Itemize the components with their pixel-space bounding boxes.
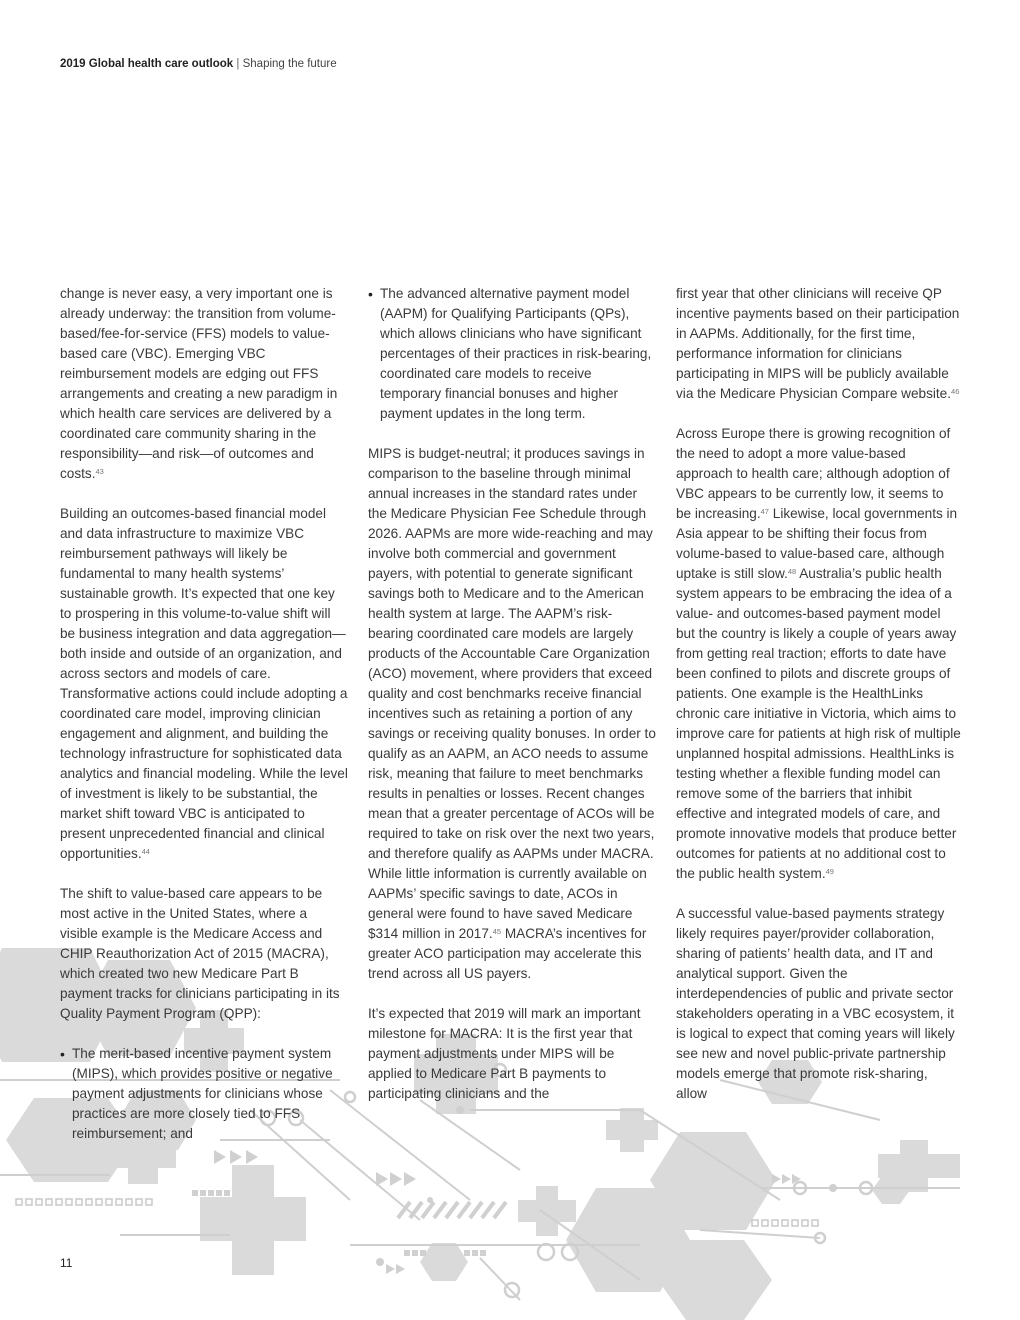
plus-shape: [200, 1165, 306, 1275]
text-column-3: [676, 284, 961, 1124]
bullet-list: [60, 1044, 348, 1144]
arrow-shape: [782, 1174, 791, 1184]
arrow-shape: [386, 1264, 395, 1274]
paragraph: Across Europe there is growing recognition of the need to adopt a more value-based approach to health care; although adoption of VBC appears to be currently low, it seems to be increasing.$^{47}$ Likewise, local governments in Asia appear to be shifting their focus from volume-based to value-based care, although uptake is still slow.$^{48}$ Australia’s public health system appears to be embracing the idea of a value- and outcomes-based payment model but the country is likely a couple of years away from getting real traction; efforts to date have been confined to pilots and discrete groups of patients. One example is the HealthLinks chronic care initiative in Victoria, which aims to improve care for patients at high risk of multiple unplanned hospital admissions. HealthLinks is testing whether a flexible funding model can remove some of the barriers that inhibit effective and integrated models of care, and promote innovative models that produce better outcomes for patients at no additional cost to the public health system.$^{49}$: [676, 426, 961, 881]
paragraph: It’s expected that 2019 will mark an important milestone for MACRA: It is the first year that payment adjustments under MIPS will be applied to Medicare Part B payments to participating clinicians and the: [368, 1006, 641, 1101]
text-column-1: [60, 284, 348, 1164]
footnote-ref: 46: [951, 387, 960, 396]
circuit-line: [480, 1258, 520, 1300]
paragraph: Building an outcomes-based financial model and data infrastructure to maximize VBC reimbursement pathways will likely be fundamental to many health systems’ sustainable growth. It’s expected that one key to prospering in this volume-to-value shift will be business integration and data aggregation—both inside and outside of an organization, and across sectors and models of care. Transformative actions could include adopting a coordinated care model, improving clinician engagement and alignment, and building the technology infrastructure for sophisticated data analytics and financial modeling. While the level of investment is likely to be substantial, the market shift toward VBC is anticipated to present unprecedented financial and clinical opportunities.$^{44}$: [60, 506, 348, 861]
footnote-ref: 43: [95, 467, 104, 476]
report-subtitle: Shaping the future: [242, 58, 337, 70]
paragraph: MIPS is budget-neutral; it produces savings in comparison to the baseline through minimal annual increases in the standard rates under the Medicare Physician Fee Schedule through 2026. AAPMs are more wide-reaching and may involve both commercial and government payers, with potential to generate significant savings both to Medicare and to the American health system at large. The AAPM’s risk-bearing coordinated care models are largely products of the Accountable Care Organization (ACO) movement, where providers that exceed quality and cost benchmarks receive financial incentives such as retaining a portion of any savings or receiving quality bonuses. In order to qualify as an AAPM, an ACO needs to assume risk, meaning that failure to meet benchmarks results in penalties or losses. Recent changes mean that a greater percentage of ACOs will be required to take on risk over the next two years, and therefore qualify as AAPMs under MACRA. While little information is currently available on AAPMs’ specific savings to date, ACOs in general were found to have saved Medicare $314 million in 2017.45 MACRA’s incentives for greater ACO participation may accelerate this trend across all US payers.: [368, 446, 656, 981]
paragraph: A successful value-based payments strategy likely requires payer/provider collaboration, sharing of patients’ health data, and IT and analytical support. Given the interdependencies of public and private sector stakeholders operating in a VBC ecosystem, it is logical to expect that coming years will likely see new and novel public-private partnership models emerge that promote risk-sharing, allow: [676, 906, 955, 1101]
header-separator: |: [236, 58, 240, 70]
text-column-2: [368, 284, 656, 1124]
circuit-dot: [829, 1184, 837, 1192]
arrow-shape: [390, 1172, 402, 1186]
footnote-ref: 47: [760, 507, 769, 516]
footnote-ref: 49: [825, 867, 834, 876]
paragraph: change is never easy, a very important one is already underway: the transition from volume-based/fee-for-service (FFS) models to value-based care (VBC). Emerging VBC reimbursement models are edging out FFS arrangements and creating a new paradigm in which health care services are delivered by a coordinated care community sharing in the responsibility—and risk—of outcomes and costs.$^{43}$: [60, 286, 338, 481]
bullet-item: • The advanced alternative payment model (AAPM) for Qualifying Participants (QPs), which allows clinicians who have significant percentages of their practices in risk-bearing, coordinated care models to receive temporary financial bonuses and higher payment updates in the long term.: [368, 284, 656, 424]
footnote-ref: 45: [492, 927, 502, 936]
bullet-item: • The merit-based incentive payment system (MIPS), which provides positive or negative payment adjustments for clinicians whose practices are more closely tied to FFS reimbursement; and: [60, 1044, 348, 1144]
page-number: 11: [60, 1256, 73, 1270]
arrow-shape: [376, 1172, 388, 1186]
footnote-ref: 48: [787, 567, 797, 576]
footnote-ref: 44: [141, 847, 150, 856]
report-title: 2019 Global health care outlook: [60, 58, 234, 70]
circuit-node: [538, 1244, 554, 1260]
circuit-line: [700, 1230, 820, 1238]
circuit-dot: [376, 1258, 384, 1266]
paragraph: first year that other clinicians will receive QP incentive payments based on their participation in AAPMs. Additionally, for the first time, performance information for clinicians participating in MIPS will be publicly available via the Medicare Physician Compare website.$^{46}$: [676, 286, 960, 401]
running-header: [60, 58, 337, 70]
arrow-shape: [404, 1172, 416, 1186]
bullet-list: [368, 284, 656, 424]
arrow-shape: [772, 1174, 781, 1184]
circuit-node: [505, 1283, 519, 1297]
paragraph: The shift to value-based care appears to be most active in the United States, where a visible example is the Medicare Access and CHIP Reauthorization Act of 2015 (MACRA), which created two new Medicare Part B payment tracks for clinicians participating in its Quality Payment Program (QPP):: [60, 886, 340, 1021]
arrow-shape: [396, 1264, 405, 1274]
hexagon-shape: [420, 1243, 468, 1281]
